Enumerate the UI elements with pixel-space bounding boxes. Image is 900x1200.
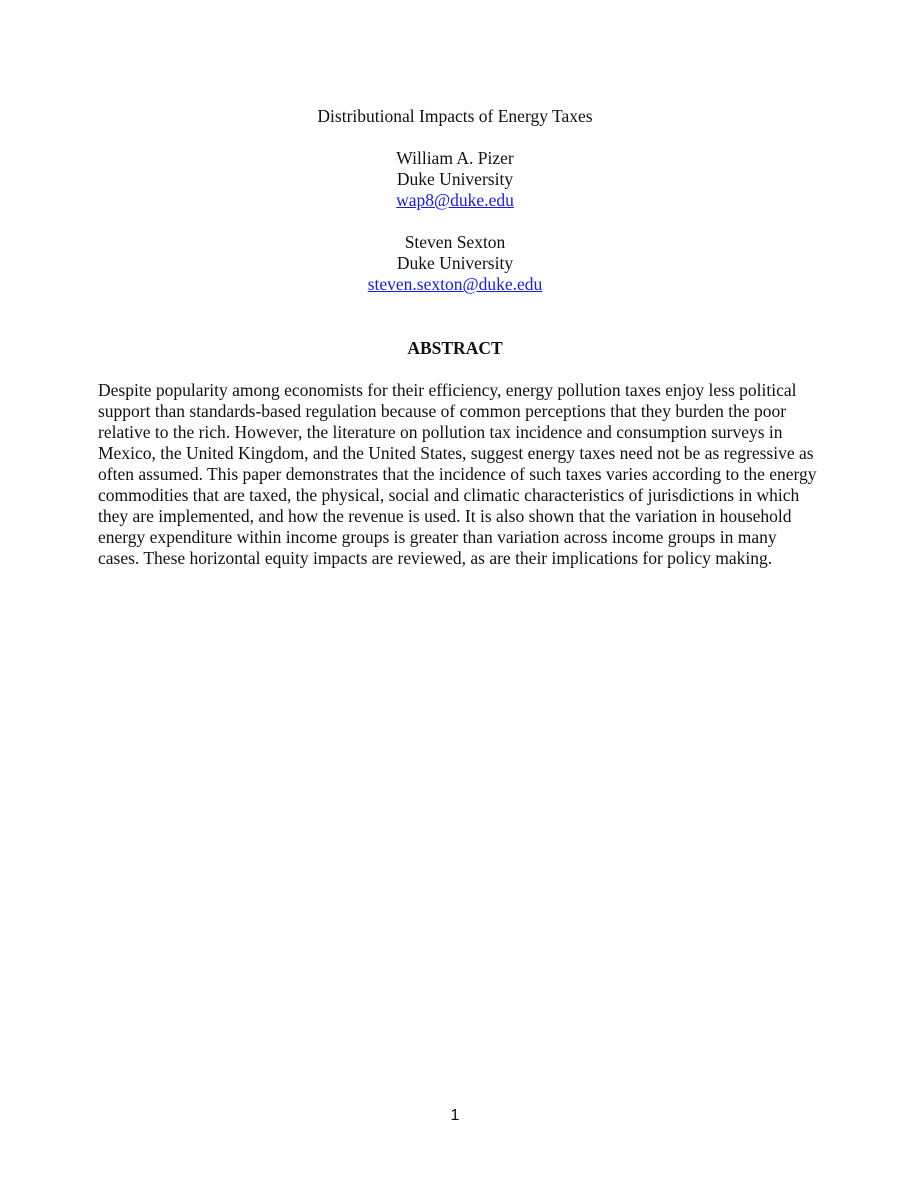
- author-name: William A. Pizer: [396, 148, 514, 168]
- author-affiliation: Duke University: [396, 253, 514, 273]
- author-affiliation: Duke University: [396, 169, 514, 189]
- author-name: Steven Sexton: [404, 232, 506, 252]
- paper-title: Distributional Impacts of Energy Taxes: [317, 106, 593, 126]
- abstract-heading: ABSTRACT: [407, 338, 503, 358]
- author-email-link[interactable]: steven.sexton@duke.edu: [367, 274, 543, 294]
- author-email-link[interactable]: wap8@duke.edu: [396, 190, 514, 210]
- page-number: 1: [450, 1107, 460, 1124]
- author-block-1: [0, 148, 900, 211]
- abstract-body: Despite popularity among economists for their efficiency, energy pollution taxes enjoy less political support than standards-based regulation because of common perceptions that they burden the poor relative to the rich. However, the literature on pollution tax incidence and consumption surveys in Mexico, the United Kingdom, and the United States, suggest energy taxes need not be as regressive as often assumed. This paper demonstrates that the incidence of such taxes varies according to the energy commodities that are taxed, the physical, social and climatic characteristics of jurisdictions in which they are implemented, and how the revenue is used. It is also shown that the variation in household energy expenditure within income groups is greater than variation across income groups in many cases. These horizontal equity impacts are reviewed, as are their implications for policy making.: [98, 380, 817, 568]
- author-block-2: [0, 232, 900, 295]
